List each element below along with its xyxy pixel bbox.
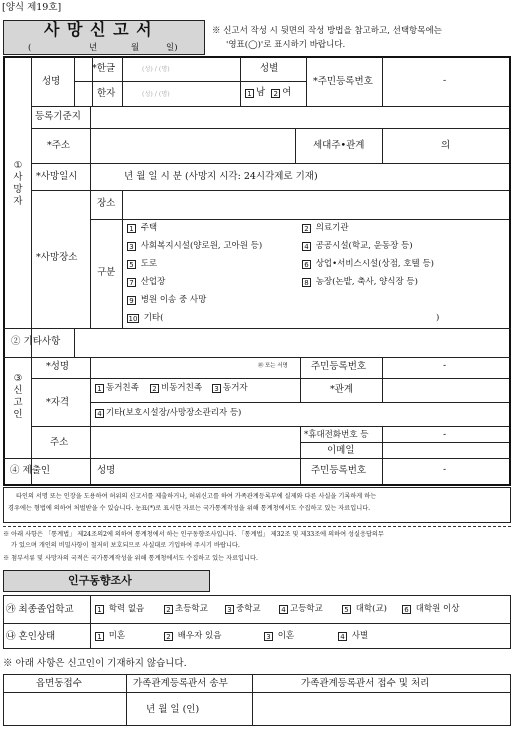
reporter-rrn-label: 주민등록번호 (311, 361, 367, 372)
reporter-section-label: ③ 신 고 인 (13, 373, 23, 420)
qual-opt-2[interactable]: 2 비동거친족 (150, 384, 202, 393)
qual-opt-1[interactable]: 1 동거친족 (95, 384, 139, 393)
registration-base-label: 등록기준지 (35, 111, 81, 122)
phone-label: *휴대전화번호 등 (304, 430, 369, 440)
place-opt-8[interactable]: 8 농장(논밭, 축사, 양식장 등) (302, 278, 418, 287)
place-other-close: ) (436, 313, 440, 323)
hanja-name-hint: (성) / (명) (142, 91, 170, 98)
place-sub-label: 장소 (97, 198, 116, 209)
date-open: ( (28, 43, 32, 53)
notice-line-1: ※ 신고서 작성 시 뒷면의 작성 방법을 참고하고, 선택항목에는 (212, 26, 442, 36)
email-label: 이메일 (327, 445, 355, 456)
reporter-rrn-separator: - (443, 360, 447, 371)
marriage-label: ㉯ 혼인상태 (6, 631, 56, 642)
address-label: *주소 (47, 140, 71, 151)
reporter-address-label: 주소 (50, 437, 69, 448)
submitter-label: ④ 제출인 (10, 465, 51, 476)
place-opt-6[interactable]: 6 상업•서비스시설(상점, 호텔 등) (302, 260, 434, 269)
office-note: ※ 아래 사항은 신고인이 기재하지 않습니다. (3, 658, 187, 669)
rrn-separator: - (443, 75, 447, 86)
office-date: 년 월 일 (인) (146, 704, 200, 715)
notice-line-2: '영표(◯)'로 표시하기 바랍니다. (226, 40, 346, 50)
education-label: ㉮ 최종졸업학교 (6, 604, 74, 615)
reporter-name-label: *성명 (46, 361, 70, 372)
date-day: 일) (166, 43, 178, 53)
place-opt-3[interactable]: 3 사회복지시설(양로원, 고아원 등) (127, 242, 262, 251)
head-of-household-label: 세대주•관계 (313, 140, 365, 151)
marriage-opt-3[interactable]: 3 이혼 (264, 632, 294, 641)
edu-opt-3[interactable]: 3 중학교 (225, 605, 261, 614)
hanja-name-label: 한자 (97, 88, 116, 99)
warning-line-1: 타인의 서명 또는 인장을 도용하여 허위의 신고서를 제출하거나, 허위신고를 하여 가족관계등록부에 실제와 다른 사실을 기록하게 하는 (16, 493, 377, 500)
korean-name-hint: (성) / (명) (142, 66, 170, 73)
office-col-2: 가족관계등록관서 송부 (133, 678, 228, 689)
sex-label: 성별 (260, 63, 279, 74)
survey-title: 인구동향조사 (68, 574, 132, 587)
korean-name-label: *한글 (92, 63, 116, 74)
edu-opt-2[interactable]: 2 초등학교 (164, 605, 208, 614)
place-opt-4[interactable]: 4 공공시설(학교, 운동장 등) (302, 242, 413, 251)
signature-hint: ㊞ 또는 서명 (258, 363, 288, 369)
sex-male-checkbox[interactable]: 1 (245, 89, 254, 98)
office-col-3: 가족관계등록관서 접수 및 처리 (301, 678, 430, 689)
qual-opt-3[interactable]: 3 동거자 (212, 384, 248, 393)
death-place-label: *사망장소 (36, 252, 78, 263)
place-opt-9[interactable]: 9 병원 이송 중 사망 (127, 296, 206, 305)
marriage-opt-2[interactable]: 2 배우자 있음 (164, 632, 221, 641)
death-time-value: 년 월 일 시 분 (사망지 시각: 24시각제로 기재) (124, 171, 318, 182)
date-month: 월 (131, 43, 140, 53)
date-year: 년 (89, 43, 98, 53)
sex-female-checkbox[interactable]: 2 (271, 89, 280, 98)
submitter-rrn-label: 주민등록번호 (311, 465, 367, 476)
qual-opt-4[interactable]: 4 기타(보호시설장/사망장소관리자 등) (95, 409, 241, 418)
head-of-household-suffix: 의 (441, 140, 451, 151)
phone-separator: - (443, 429, 447, 440)
place-opt-5[interactable]: 5 도로 (127, 260, 157, 269)
marriage-opt-1[interactable]: 1 미혼 (95, 632, 125, 641)
office-col-1: 읍면동접수 (36, 678, 82, 689)
warning-line-2: 경우에는 형법에 의하여 처벌받을 수 있습니다. 눈표(*)로 표시한 자료는 국가통계작성을 위해 통계청에서도 수집하고 있는 자료입니다. (8, 505, 371, 512)
form-title: 사 망 신 고 서 (44, 20, 153, 39)
place-opt-2[interactable]: 2 의료기관 (302, 224, 349, 233)
death-time-label: *사망일시 (36, 171, 78, 182)
place-opt-10[interactable]: 10 기타( (128, 313, 164, 323)
submitter-name-label: 성명 (97, 465, 116, 476)
note-line-2: 가 있으며 개인의 비밀사항이 철저히 보호되므로 사실대로 기입하여 주시기 바랍니다. (11, 542, 240, 549)
edu-opt-4[interactable]: 4 고등학교 (279, 605, 323, 614)
form-number: [양식 제19호] (2, 2, 62, 13)
relation-label: *관계 (330, 384, 354, 395)
note-line-1: ※ 아래 사항은 「통계법」 제24조의2에 의하여 통계청에서 하는 인구동향조사입니다. 「통계법」 제32조 및 제33조에 의하여 성실응답의무 (3, 531, 384, 538)
rrn-label: *주민등록번호 (313, 76, 373, 87)
note-line-3: ※ 첨부서류 및 사망자의 국적은 국가통계작성을 위해 통계청에서도 수집하고 있는 자료입니다. (3, 555, 258, 562)
qualification-label: *자격 (46, 397, 70, 408)
name-label: 성명 (42, 76, 61, 87)
place-type-label: 구분 (97, 267, 116, 278)
edu-opt-6[interactable]: 6 대학원 이상 (402, 605, 459, 614)
place-opt-7[interactable]: 7 산업장 (127, 278, 165, 287)
sex-options[interactable]: 1 남 2 여 (245, 88, 291, 98)
marriage-opt-4[interactable]: 4 사별 (338, 632, 368, 641)
edu-opt-5[interactable]: 5 대학(교) (342, 605, 387, 614)
submitter-rrn-separator: - (443, 464, 447, 475)
deceased-section-label: ① 사 망 자 (13, 160, 23, 207)
place-opt-1[interactable]: 1 주택 (127, 224, 157, 233)
other-matters-label: ② 기타사항 (11, 336, 61, 347)
edu-opt-1[interactable]: 1 학력 없음 (95, 605, 144, 614)
